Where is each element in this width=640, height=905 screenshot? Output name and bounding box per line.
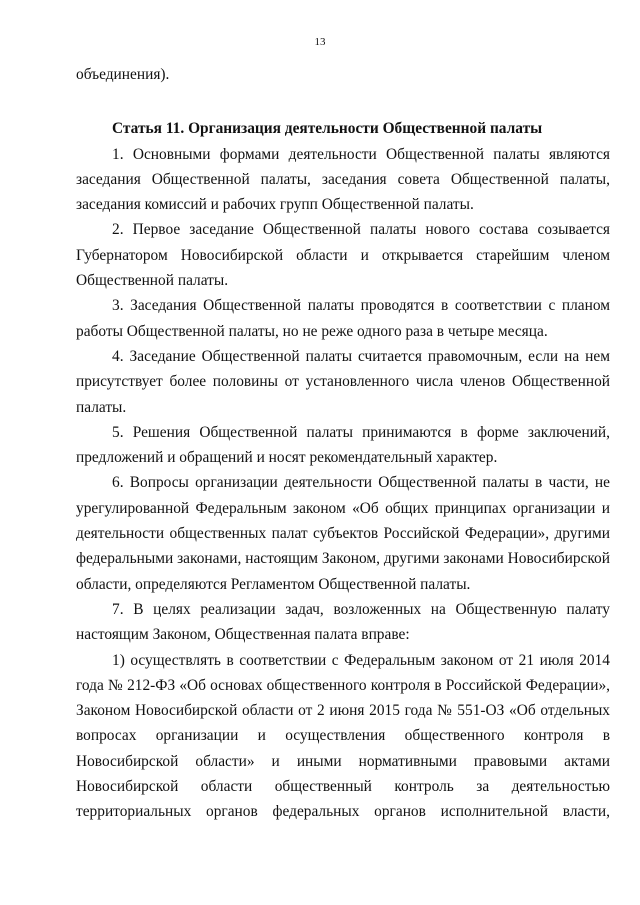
- paragraph-1: 1. Основными формами деятельности Общественной палаты являются заседания Общественной палаты, заседания совета Общественной палаты, заседания комиссий и рабочих групп Общественной палаты.: [76, 145, 610, 214]
- page-number: 13: [314, 36, 326, 48]
- paragraph-7: 7. В целях реализации задач, возложенных на Общественную палату настоящим Законом, Общественная палата вправе:: [76, 600, 610, 644]
- document-body: [76, 62, 610, 825]
- article-title: Статья 11. Организация деятельности Общественной палаты: [112, 120, 543, 138]
- lead-in-text: объединения).: [76, 66, 170, 83]
- paragraph-6: 6. Вопросы организации деятельности Общественной палаты в части, не урегулированной Федеральным законом «Об общих принципах организации и деятельности общественных палат субъектов Российской Федерации», другими федеральными законами, настоящим Законом, другими законами Новосибирской области, определяются Регламентом Общественной палаты.: [76, 474, 610, 593]
- paragraph-2: 2. Первое заседание Общественной палаты нового состава созывается Губернатором Новосибирской области и открывается старейшим членом Общественной палаты.: [76, 221, 610, 290]
- paragraph-7-item-1: 1) осуществлять в соответствии с Федеральным законом от 21 июля 2014 года № 212-ФЗ «Об основах общественного контроля в Российской Федерации», Законом Новосибирской области от 2 июня 2015 года № 551-ОЗ «Об отдельных вопросах организации и осуществления общественного контроля в Новосибирской области» и иными нормативными правовыми актами Новосибирской области общественный контроль за деятельностью территориальных органов федеральных органов исполнительной власти,: [76, 651, 610, 821]
- paragraph-3: 3. Заседания Общественной палаты проводятся в соответствии с планом работы Общественной палаты, но не реже одного раза в четыре месяца.: [76, 297, 610, 340]
- paragraph-5: 5. Решения Общественной палаты принимаются в форме заключений, предложений и обращений и носят рекомендательный характер.: [76, 423, 610, 467]
- paragraph-4: 4. Заседание Общественной палаты считается правомочным, если на нем присутствует более половины от установленного числа членов Общественной палаты.: [76, 347, 610, 416]
